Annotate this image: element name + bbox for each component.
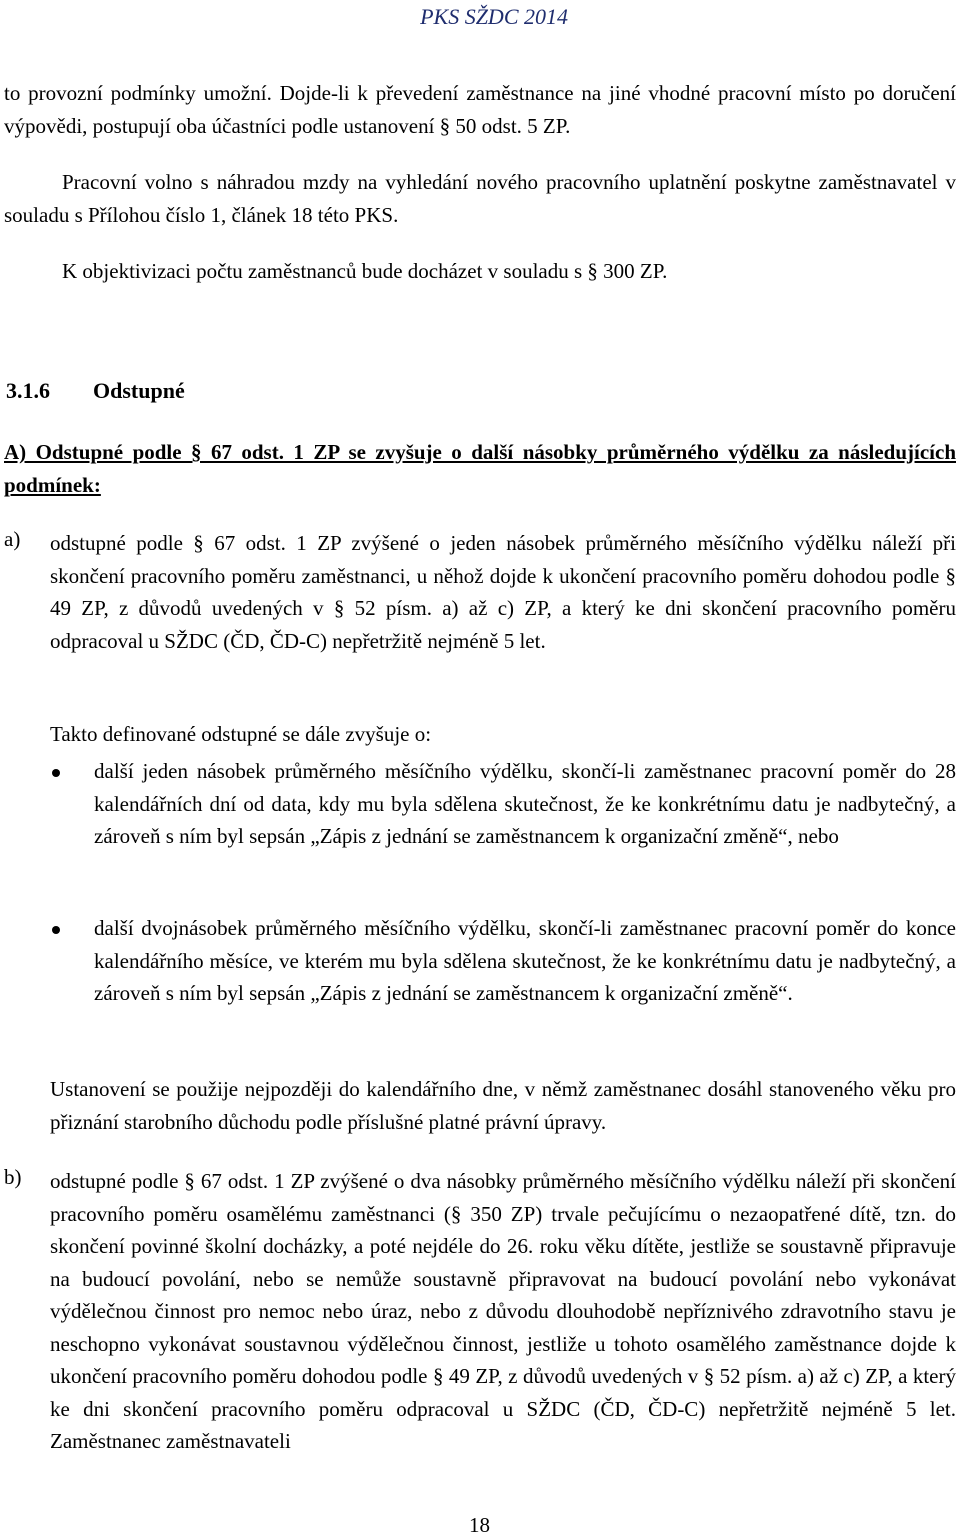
item-a-label: a): [4, 527, 21, 551]
page-number: 18: [469, 1513, 490, 1537]
paragraph-paid-leave: Pracovní volno s náhradou mzdy na vyhledání nového pracovního uplatnění poskytne zaměstnavatel v souladu s Přílohou číslo 1, článek 18 této PKS.: [4, 170, 956, 227]
section-heading: [6, 378, 185, 404]
bullet-icon: [52, 926, 60, 934]
bullet-icon: [52, 769, 60, 777]
item-a-intro: Takto definované odstupné se dále zvyšuje o:: [50, 722, 432, 746]
page-header-title: PKS SŽDC 2014: [420, 4, 568, 29]
section-title: Odstupné: [93, 378, 185, 403]
item-b-text: odstupné podle § 67 odst. 1 ZP zvýšené o dva násobky průměrného měsíčního výdělku náleží při skončení pracovního poměru osamělému zaměstnanci (§ 350 ZP) trvale pečujícímu o nezaopatřené dítě, tzn. do skončení povinné školní docházky, a poté nejdéle do 26. roku věku dítěte, jestliže se soustavně připravuje na budoucí povolání, nebo se nemůže soustavně připravovat na budoucí povolání nebo vykonávat výdělečnou činnost pro nemoc nebo úraz, nebo z důvodu dlouhodobě nepříznivého zdravotního stavu je neschopno vykonávat soustavnou výdělečnou činnost, jestliže u tohoto osamělého zaměstnance dojde k ukončení pracovního poměru dohodou podle § 49 ZP, z důvodů uvedených v § 52 písm. a) až c) ZP, a který ke dni skončení pracovního poměru odpracoval u SŽDC (ČD, ČD-C) nepřetržitě nejméně 5 let. Zaměstnanec zaměstnavateli: [50, 1169, 956, 1453]
paragraph-objectivization: K objektivizaci počtu zaměstnanců bude docházet v souladu s § 300 ZP.: [62, 259, 668, 283]
subsection-heading: A) Odstupné podle § 67 odst. 1 ZP se zvyšuje o další násobky průměrného výdělku za následujících podmínek:: [4, 440, 956, 497]
item-a-text: odstupné podle § 67 odst. 1 ZP zvýšené o jeden násobek průměrného měsíčního výdělku náleží při skončení pracovního poměru zaměstnanci, u něhož dojde k ukončení pracovního poměru dohodou podle § 49 ZP, z důvodů uvedených v § 52 písm. a) až c) ZP, a který ke dni skončení pracovního poměru odpracoval u SŽDC (ČD, ČD-C) nepřetržitě nejméně 5 let.: [50, 531, 956, 653]
paragraph-transfer: to provozní podmínky umožní. Dojde-li k převedení zaměstnance na jiné vhodné pracovní místo po doručení výpovědi, postupují oba účastníci podle ustanovení § 50 odst. 5 ZP.: [4, 81, 956, 138]
section-number: 3.1.6: [6, 378, 50, 403]
bullet-item-1: další jeden násobek průměrného měsíčního výdělku, skončí-li zaměstnanec pracovní poměr do 28 kalendářních dní od data, kdy mu byla sdělena skutečnost, že ke konkrétnímu datu je nadbytečný, a zároveň s ním byl sepsán „Zápis z jednání se zaměstnancem k organizační změně“, nebo: [94, 759, 956, 848]
item-b-label: b): [4, 1165, 22, 1189]
bullet-item-2: další dvojnásobek průměrného měsíčního výdělku, skončí-li zaměstnanec pracovní poměr do konce kalendářního měsíce, ve kterém mu byla sdělena skutečnost, že ke konkrétnímu datu je nadbytečný, a zároveň s ním byl sepsán „Zápis z jednání se zaměstnancem k organizační změně“.: [94, 916, 956, 1005]
item-a-closing: Ustanovení se použije nejpozději do kalendářního dne, v němž zaměstnanec dosáhl stanoveného věku pro přiznání starobního důchodu podle příslušné platné právní úpravy.: [50, 1077, 956, 1134]
